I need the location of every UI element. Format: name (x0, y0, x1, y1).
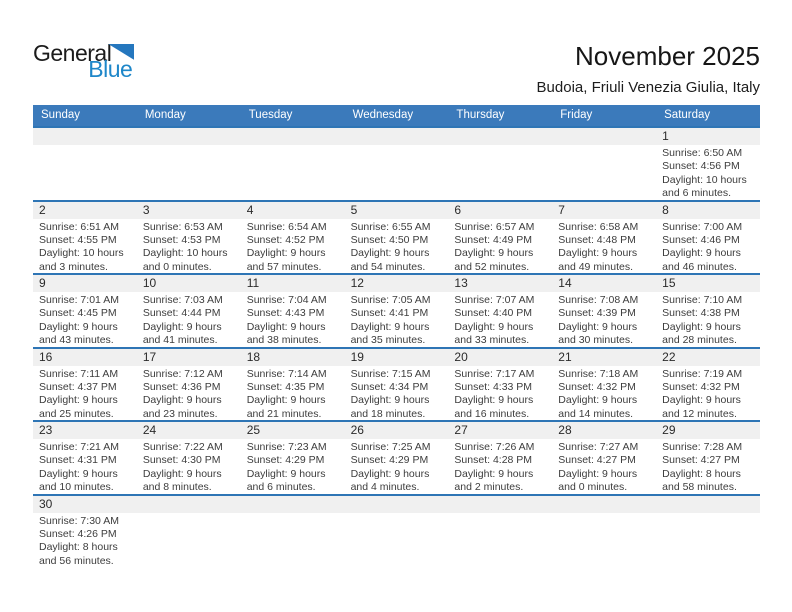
sunrise-text: Sunrise: 7:14 AM (246, 367, 327, 380)
sunrise-text: Sunrise: 7:30 AM (39, 514, 119, 527)
day-number: 16 (33, 349, 137, 366)
daylight-minutes-text: and 58 minutes. (662, 481, 737, 494)
day-number: 30 (33, 496, 137, 513)
day-cell (552, 202, 656, 274)
sunrise-text: Sunrise: 6:55 AM (350, 220, 431, 233)
day-details (552, 145, 656, 147)
calendar (33, 105, 760, 567)
day-cell (137, 202, 241, 274)
sunset-text: Sunset: 4:37 PM (39, 380, 117, 393)
day-number: 24 (137, 422, 241, 439)
sunset-text: Sunset: 4:39 PM (558, 307, 636, 320)
day-details (33, 513, 137, 568)
day-cell (33, 275, 137, 347)
day-details (345, 219, 449, 274)
sunrise-text: Sunrise: 7:15 AM (350, 367, 431, 380)
day-details (33, 145, 137, 147)
day-number: 7 (552, 202, 656, 219)
sunrise-text: Sunrise: 7:25 AM (350, 441, 431, 453)
daylight-hours-text: Daylight: 9 hours (39, 394, 118, 407)
day-number: 8 (656, 202, 760, 219)
day-details (345, 439, 449, 494)
daylight-minutes-text: and 38 minutes. (246, 334, 322, 347)
day-number: 3 (137, 202, 241, 219)
day-number (241, 496, 345, 513)
daylight-minutes-text: and 8 minutes. (142, 481, 212, 494)
sunset-text: Sunset: 4:32 PM (558, 380, 636, 393)
day-number (137, 496, 241, 513)
daylight-minutes-text: and 54 minutes. (350, 260, 426, 273)
page-title: November 2025 (575, 41, 760, 71)
title-block (537, 42, 760, 96)
sunset-text: Sunset: 4:41 PM (350, 307, 429, 320)
sunrise-text: Sunrise: 7:19 AM (662, 367, 743, 380)
page-subtitle: Budoia, Friuli Venezia Giulia, Italy (536, 78, 760, 96)
sunset-text: Sunset: 4:35 PM (246, 380, 325, 393)
sunrise-text: Sunrise: 6:54 AM (246, 220, 327, 233)
day-cell (33, 349, 137, 421)
sunrise-text: Sunrise: 6:51 AM (39, 220, 119, 233)
daylight-hours-text: Daylight: 9 hours (246, 320, 326, 333)
day-details (448, 366, 552, 421)
day-number (33, 128, 137, 145)
day-cell (448, 422, 552, 494)
day-details (137, 439, 241, 494)
day-details (345, 145, 449, 147)
daylight-minutes-text: and 0 minutes. (142, 260, 212, 273)
day-cell (241, 349, 345, 421)
sunset-text: Sunset: 4:52 PM (246, 233, 325, 246)
sunset-text: Sunset: 4:26 PM (39, 527, 117, 540)
day-number: 25 (241, 422, 345, 439)
daylight-minutes-text: and 3 minutes. (39, 260, 108, 273)
day-cell (448, 202, 552, 274)
day-details (345, 513, 449, 515)
day-number (345, 496, 449, 513)
daylight-hours-text: Daylight: 8 hours (39, 541, 118, 554)
weekday-header-row (33, 105, 760, 126)
day-cell (448, 275, 552, 347)
daylight-hours-text: Daylight: 9 hours (662, 247, 741, 260)
day-number: 26 (345, 422, 449, 439)
daylight-hours-text: Daylight: 10 hours (142, 247, 228, 260)
sunrise-text: Sunrise: 7:21 AM (39, 441, 119, 453)
sunrise-text: Sunrise: 7:01 AM (39, 294, 119, 306)
week-row (33, 200, 760, 274)
daylight-hours-text: Daylight: 9 hours (454, 394, 534, 407)
day-number: 2 (33, 202, 137, 219)
day-number (345, 128, 449, 145)
daylight-minutes-text: and 10 minutes. (39, 481, 114, 494)
day-cell (656, 128, 760, 200)
daylight-hours-text: Daylight: 9 hours (246, 247, 326, 260)
day-cell (448, 349, 552, 421)
daylight-hours-text: Daylight: 10 hours (662, 173, 747, 186)
sunset-text: Sunset: 4:27 PM (558, 454, 636, 467)
daylight-hours-text: Daylight: 9 hours (454, 320, 534, 333)
daylight-minutes-text: and 28 minutes. (662, 334, 737, 347)
sunrise-text: Sunrise: 7:10 AM (662, 294, 743, 306)
sunset-text: Sunset: 4:34 PM (350, 380, 429, 393)
day-number (448, 496, 552, 513)
empty-day-cell (241, 128, 345, 200)
daylight-minutes-text: and 56 minutes. (39, 554, 114, 567)
day-cell (137, 422, 241, 494)
sunrise-text: Sunrise: 7:28 AM (662, 441, 743, 453)
sunset-text: Sunset: 4:29 PM (350, 454, 429, 467)
daylight-minutes-text: and 0 minutes. (558, 481, 628, 494)
sunrise-text: Sunrise: 7:12 AM (142, 367, 223, 380)
daylight-hours-text: Daylight: 10 hours (39, 247, 124, 260)
day-details (656, 292, 760, 347)
day-cell (345, 422, 449, 494)
week-row (33, 494, 760, 568)
sunset-text: Sunset: 4:36 PM (142, 380, 221, 393)
day-number: 12 (345, 275, 449, 292)
weekday-wednesday: Wednesday (352, 109, 414, 121)
day-number: 29 (656, 422, 760, 439)
day-details (656, 513, 760, 515)
sunset-text: Sunset: 4:46 PM (662, 233, 740, 246)
daylight-hours-text: Daylight: 9 hours (454, 467, 534, 480)
day-details (656, 439, 760, 494)
day-details (345, 292, 449, 347)
page-header (0, 0, 792, 105)
day-number: 10 (137, 275, 241, 292)
day-number: 9 (33, 275, 137, 292)
daylight-minutes-text: and 35 minutes. (350, 334, 426, 347)
day-number (448, 128, 552, 145)
day-details (33, 292, 137, 347)
sunset-text: Sunset: 4:53 PM (142, 233, 221, 246)
day-details (241, 439, 345, 494)
sunrise-text: Sunrise: 7:11 AM (39, 367, 119, 380)
week-row (33, 347, 760, 421)
day-details (137, 292, 241, 347)
sunrise-text: Sunrise: 6:57 AM (454, 220, 535, 233)
day-details (33, 439, 137, 494)
daylight-hours-text: Daylight: 9 hours (142, 394, 222, 407)
empty-day-cell (137, 496, 241, 568)
day-cell (137, 275, 241, 347)
day-details (448, 145, 552, 147)
day-details (448, 439, 552, 494)
sunrise-text: Sunrise: 6:50 AM (662, 147, 743, 159)
weekday-monday: Monday (144, 109, 186, 121)
day-number: 19 (345, 349, 449, 366)
sunset-text: Sunset: 4:33 PM (454, 380, 533, 393)
day-cell (552, 349, 656, 421)
day-details (345, 366, 449, 421)
empty-day-cell (33, 128, 137, 200)
day-details (137, 219, 241, 274)
sunrise-text: Sunrise: 7:05 AM (350, 294, 431, 306)
daylight-hours-text: Daylight: 9 hours (350, 467, 430, 480)
daylight-hours-text: Daylight: 9 hours (246, 394, 326, 407)
empty-day-cell (241, 496, 345, 568)
sunset-text: Sunset: 4:55 PM (39, 233, 117, 246)
daylight-minutes-text: and 46 minutes. (662, 260, 737, 273)
day-cell (656, 275, 760, 347)
day-cell (345, 275, 449, 347)
daylight-minutes-text: and 49 minutes. (558, 260, 633, 273)
sunset-text: Sunset: 4:56 PM (662, 160, 740, 173)
empty-day-cell (448, 128, 552, 200)
empty-day-cell (345, 128, 449, 200)
day-details (241, 366, 345, 421)
day-number: 28 (552, 422, 656, 439)
daylight-hours-text: Daylight: 9 hours (558, 467, 638, 480)
daylight-minutes-text: and 6 minutes. (662, 187, 732, 200)
weekday-sunday: Sunday (41, 109, 81, 121)
day-details (552, 439, 656, 494)
daylight-minutes-text: and 14 minutes. (558, 407, 633, 420)
day-number: 22 (656, 349, 760, 366)
daylight-hours-text: Daylight: 9 hours (350, 247, 430, 260)
day-number: 21 (552, 349, 656, 366)
daylight-minutes-text: and 52 minutes. (454, 260, 530, 273)
day-cell (552, 422, 656, 494)
calendar-grid (33, 126, 760, 567)
sunset-text: Sunset: 4:31 PM (39, 454, 117, 467)
weekday-friday: Friday (560, 109, 593, 121)
week-row (33, 273, 760, 347)
daylight-hours-text: Daylight: 9 hours (558, 394, 638, 407)
day-number (137, 128, 241, 145)
day-cell (345, 202, 449, 274)
day-details (33, 366, 137, 421)
sunset-text: Sunset: 4:48 PM (558, 233, 636, 246)
daylight-minutes-text: and 18 minutes. (350, 407, 426, 420)
day-details (552, 513, 656, 515)
sunrise-text: Sunrise: 7:22 AM (142, 441, 223, 453)
daylight-hours-text: Daylight: 9 hours (662, 394, 741, 407)
week-row (33, 420, 760, 494)
daylight-hours-text: Daylight: 9 hours (454, 247, 534, 260)
day-number: 18 (241, 349, 345, 366)
day-cell (241, 422, 345, 494)
sunset-text: Sunset: 4:28 PM (454, 454, 533, 467)
day-details (552, 292, 656, 347)
empty-day-cell (552, 496, 656, 568)
day-cell (656, 422, 760, 494)
daylight-minutes-text: and 57 minutes. (246, 260, 322, 273)
day-number: 4 (241, 202, 345, 219)
sunrise-text: Sunrise: 7:08 AM (558, 294, 639, 306)
week-row (33, 126, 760, 200)
day-details (241, 292, 345, 347)
day-number: 14 (552, 275, 656, 292)
daylight-hours-text: Daylight: 9 hours (350, 320, 430, 333)
daylight-minutes-text: and 2 minutes. (454, 481, 524, 494)
day-number: 20 (448, 349, 552, 366)
daylight-hours-text: Daylight: 9 hours (39, 467, 118, 480)
sunset-text: Sunset: 4:43 PM (246, 307, 325, 320)
daylight-minutes-text: and 4 minutes. (350, 481, 420, 494)
empty-day-cell (656, 496, 760, 568)
day-number (552, 496, 656, 513)
day-details (137, 513, 241, 515)
day-number: 13 (448, 275, 552, 292)
sunrise-text: Sunrise: 7:18 AM (558, 367, 639, 380)
daylight-minutes-text: and 16 minutes. (454, 407, 530, 420)
day-details (448, 219, 552, 274)
daylight-minutes-text: and 21 minutes. (246, 407, 322, 420)
sunset-text: Sunset: 4:45 PM (39, 307, 117, 320)
sunset-text: Sunset: 4:40 PM (454, 307, 533, 320)
day-cell (241, 202, 345, 274)
day-number: 5 (345, 202, 449, 219)
sunrise-text: Sunrise: 6:58 AM (558, 220, 639, 233)
day-cell (345, 349, 449, 421)
empty-day-cell (448, 496, 552, 568)
daylight-hours-text: Daylight: 9 hours (39, 320, 118, 333)
daylight-hours-text: Daylight: 9 hours (662, 320, 741, 333)
weekday-saturday: Saturday (664, 109, 711, 121)
empty-day-cell (137, 128, 241, 200)
sunrise-text: Sunrise: 6:53 AM (142, 220, 223, 233)
day-details (241, 145, 345, 147)
day-number (241, 128, 345, 145)
day-number: 27 (448, 422, 552, 439)
daylight-minutes-text: and 30 minutes. (558, 334, 633, 347)
day-number (552, 128, 656, 145)
daylight-minutes-text: and 23 minutes. (142, 407, 218, 420)
daylight-minutes-text: and 6 minutes. (246, 481, 316, 494)
sunrise-text: Sunrise: 7:07 AM (454, 294, 535, 306)
weekday-tuesday: Tuesday (248, 109, 293, 121)
day-number: 1 (656, 128, 760, 145)
day-details (241, 513, 345, 515)
logo-text-blue: Blue (88, 56, 133, 82)
logo-text-general: General (33, 40, 112, 66)
day-details (656, 219, 760, 274)
general-blue-logo (33, 42, 134, 81)
sunset-text: Sunset: 4:29 PM (246, 454, 325, 467)
day-number (656, 496, 760, 513)
day-number: 17 (137, 349, 241, 366)
sunrise-text: Sunrise: 7:23 AM (246, 441, 327, 453)
daylight-hours-text: Daylight: 9 hours (142, 467, 222, 480)
sunrise-text: Sunrise: 7:27 AM (558, 441, 639, 453)
daylight-minutes-text: and 12 minutes. (662, 407, 737, 420)
sunset-text: Sunset: 4:30 PM (142, 454, 221, 467)
daylight-hours-text: Daylight: 9 hours (246, 467, 326, 480)
day-number: 23 (33, 422, 137, 439)
day-cell (656, 349, 760, 421)
day-details (552, 366, 656, 421)
empty-day-cell (552, 128, 656, 200)
daylight-hours-text: Daylight: 9 hours (558, 320, 638, 333)
day-details (137, 366, 241, 421)
sunset-text: Sunset: 4:50 PM (350, 233, 429, 246)
daylight-minutes-text: and 43 minutes. (39, 334, 114, 347)
day-number: 6 (448, 202, 552, 219)
day-details (448, 513, 552, 515)
day-cell (33, 496, 137, 568)
sunset-text: Sunset: 4:49 PM (454, 233, 533, 246)
sunrise-text: Sunrise: 7:00 AM (662, 220, 743, 233)
day-details (552, 219, 656, 274)
day-details (656, 366, 760, 421)
daylight-minutes-text: and 33 minutes. (454, 334, 530, 347)
day-cell (33, 422, 137, 494)
day-cell (137, 349, 241, 421)
daylight-hours-text: Daylight: 9 hours (142, 320, 222, 333)
day-details (656, 145, 760, 200)
empty-day-cell (345, 496, 449, 568)
sunrise-text: Sunrise: 7:26 AM (454, 441, 535, 453)
day-details (448, 292, 552, 347)
daylight-hours-text: Daylight: 9 hours (558, 247, 638, 260)
daylight-minutes-text: and 25 minutes. (39, 407, 114, 420)
day-cell (33, 202, 137, 274)
daylight-hours-text: Daylight: 8 hours (662, 467, 741, 480)
day-number: 11 (241, 275, 345, 292)
day-details (33, 219, 137, 274)
weekday-thursday: Thursday (456, 109, 505, 121)
sunset-text: Sunset: 4:44 PM (142, 307, 221, 320)
day-details (241, 219, 345, 274)
sunrise-text: Sunrise: 7:17 AM (454, 367, 535, 380)
daylight-hours-text: Daylight: 9 hours (350, 394, 430, 407)
day-cell (552, 275, 656, 347)
sunset-text: Sunset: 4:38 PM (662, 307, 740, 320)
sunset-text: Sunset: 4:27 PM (662, 454, 740, 467)
day-cell (656, 202, 760, 274)
daylight-minutes-text: and 41 minutes. (142, 334, 218, 347)
sunrise-text: Sunrise: 7:03 AM (142, 294, 223, 306)
day-cell (241, 275, 345, 347)
day-number: 15 (656, 275, 760, 292)
sunset-text: Sunset: 4:32 PM (662, 380, 740, 393)
day-details (137, 145, 241, 147)
sunrise-text: Sunrise: 7:04 AM (246, 294, 327, 306)
